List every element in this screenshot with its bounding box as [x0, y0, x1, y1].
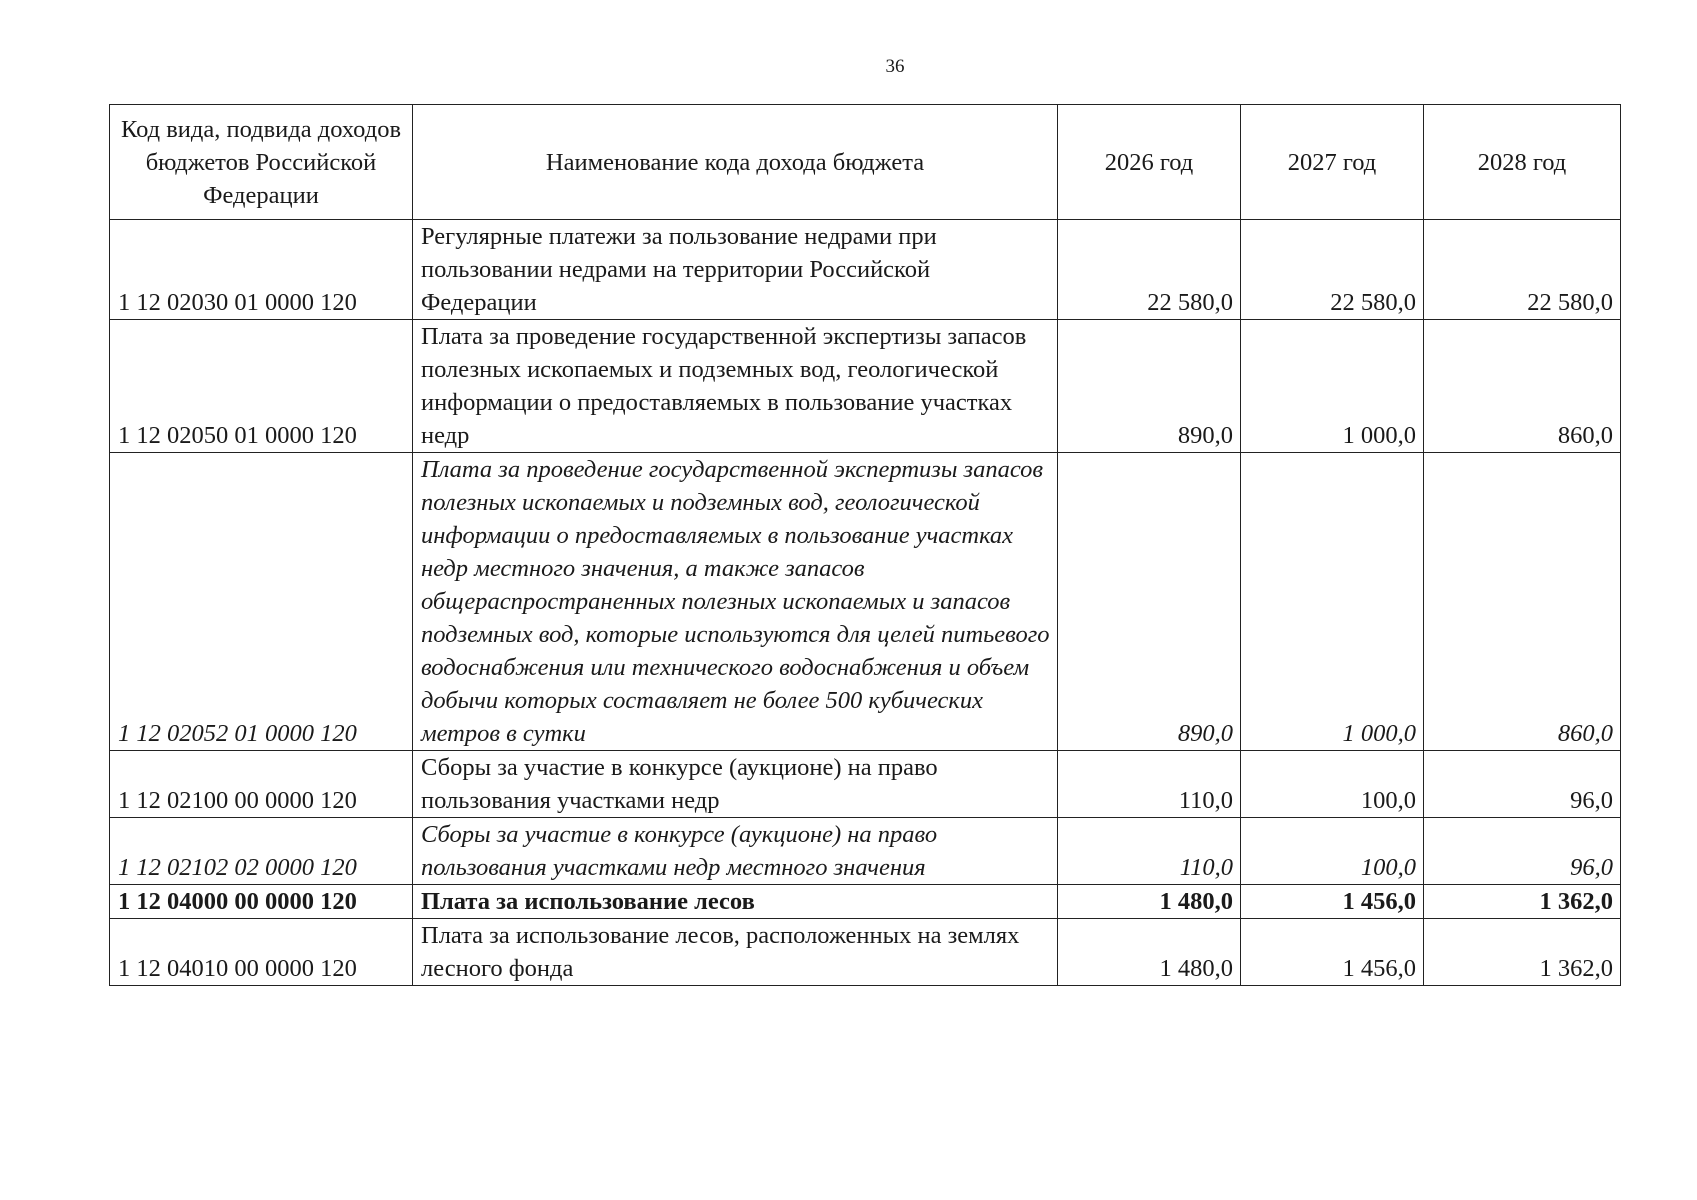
row-name: Сборы за участие в конкурсе (аукционе) на право пользования участками недр местного значения: [413, 818, 1058, 885]
row-name: Плата за проведение государственной экспертизы запасов полезных ископаемых и подземных вод, геологической информации о предоставляемых в пользование участках недр местного значения, а также запасов общераспространенных полезных ископаемых и запасов подземных вод, которые используются для целей питьевого водоснабжения или технического водоснабжения и объем добычи которых составляет не более 500 кубических метров в сутки: [413, 453, 1058, 751]
row-name: Сборы за участие в конкурсе (аукционе) на право пользования участками недр: [413, 751, 1058, 818]
table-row: [110, 818, 1621, 885]
row-2028: 860,0: [1424, 453, 1621, 751]
row-name: Плата за проведение государственной экспертизы запасов полезных ископаемых и подземных вод, геологической информации о предоставляемых в пользование участках недр: [413, 320, 1058, 453]
row-code: 1 12 02050 01 0000 120: [110, 320, 413, 453]
row-2028: 96,0: [1424, 818, 1621, 885]
row-2026: 110,0: [1058, 818, 1241, 885]
row-2026: 890,0: [1058, 320, 1241, 453]
budget-revenue-table: [109, 104, 1621, 986]
row-name: Плата за использование лесов, расположенных на землях лесного фонда: [413, 919, 1058, 986]
header-code: Код вида, подвида доходов бюджетов Российской Федерации: [110, 105, 413, 220]
row-code: 1 12 02100 00 0000 120: [110, 751, 413, 818]
header-2028: 2028 год: [1424, 105, 1621, 220]
row-code: 1 12 04010 00 0000 120: [110, 919, 413, 986]
table-row: [110, 320, 1621, 453]
table-row: [110, 885, 1621, 919]
row-code: 1 12 02102 02 0000 120: [110, 818, 413, 885]
row-2027: 1 456,0: [1241, 919, 1424, 986]
table-row: [110, 751, 1621, 818]
row-2027: 100,0: [1241, 751, 1424, 818]
row-name: Плата за использование лесов: [413, 885, 1058, 919]
row-2026: 110,0: [1058, 751, 1241, 818]
page-number: 36: [885, 56, 905, 77]
header-2026: 2026 год: [1058, 105, 1241, 220]
row-code: 1 12 04000 00 0000 120: [110, 885, 413, 919]
row-2027: 22 580,0: [1241, 220, 1424, 320]
row-2028: 1 362,0: [1424, 885, 1621, 919]
row-code: 1 12 02052 01 0000 120: [110, 453, 413, 751]
row-2027: 1 456,0: [1241, 885, 1424, 919]
header-name: Наименование кода дохода бюджета: [413, 105, 1058, 220]
table-row: [110, 220, 1621, 320]
table-row: [110, 919, 1621, 986]
row-name: Регулярные платежи за пользование недрами при пользовании недрами на территории Российской Федерации: [413, 220, 1058, 320]
table-row: [110, 453, 1621, 751]
row-2026: 890,0: [1058, 453, 1241, 751]
row-2026: 1 480,0: [1058, 885, 1241, 919]
row-2027: 1 000,0: [1241, 320, 1424, 453]
row-2027: 1 000,0: [1241, 453, 1424, 751]
row-2028: 1 362,0: [1424, 919, 1621, 986]
row-2028: 860,0: [1424, 320, 1621, 453]
row-code: 1 12 02030 01 0000 120: [110, 220, 413, 320]
row-2026: 1 480,0: [1058, 919, 1241, 986]
row-2028: 22 580,0: [1424, 220, 1621, 320]
row-2027: 100,0: [1241, 818, 1424, 885]
header-2027: 2027 год: [1241, 105, 1424, 220]
row-2026: 22 580,0: [1058, 220, 1241, 320]
table-header-row: [110, 105, 1621, 220]
row-2028: 96,0: [1424, 751, 1621, 818]
